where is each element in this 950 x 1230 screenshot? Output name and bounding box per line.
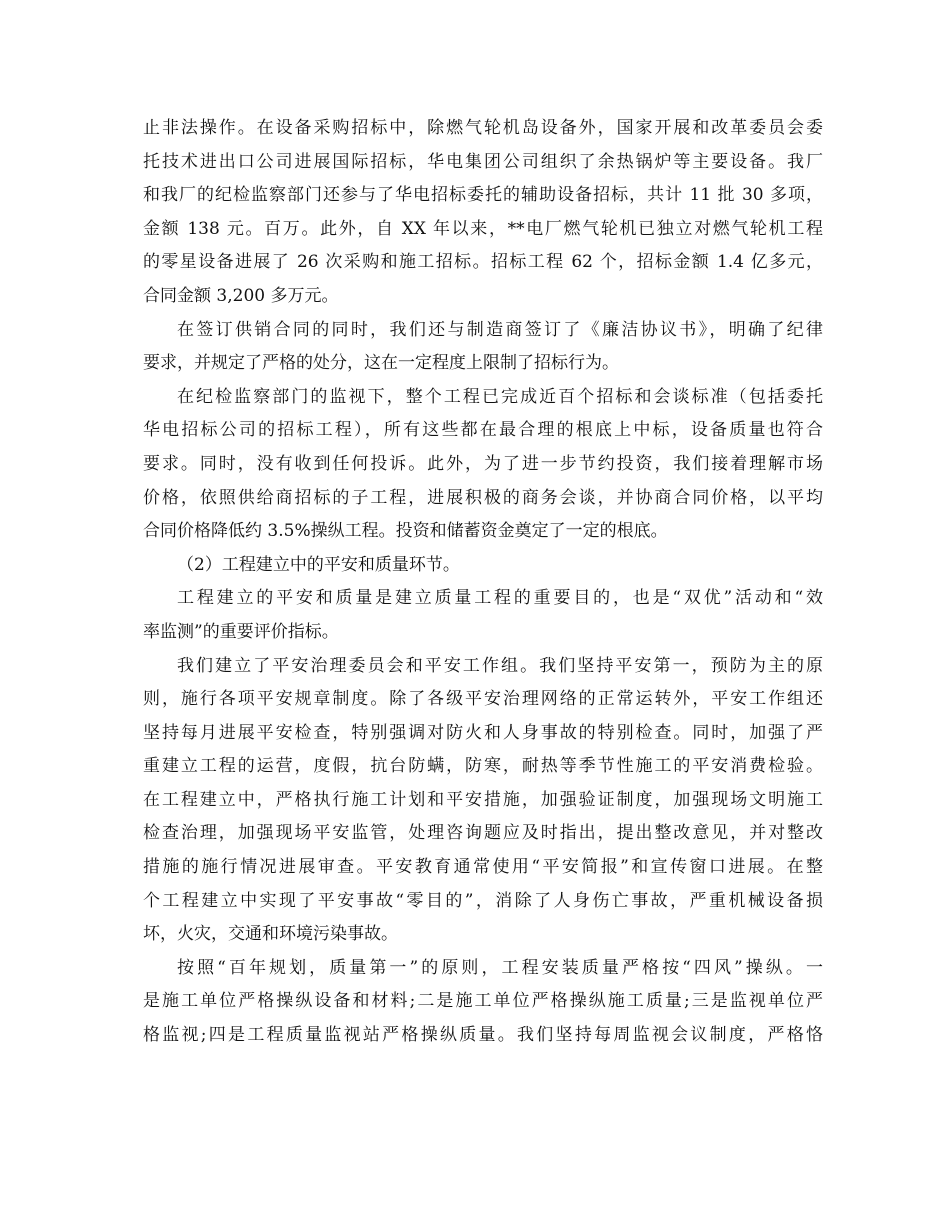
text-line: 格监视;四是工程质量监视站严格操纵质量。我们坚持每周监视会议制度，严格恪 [143, 1025, 823, 1046]
paragraph-first-line: 按照“百年规划，质量第一”的原则，工程安装质量严格按“四风”操纵。一 [177, 957, 823, 978]
text-line: 合同金额 3,200 多万元。 [143, 285, 339, 306]
text-line: 措施的施行情况进展审查。平安教育通常使用“平安简报”和宣传窗口进展。在整 [143, 857, 823, 878]
text-line: 要求，并规定了严格的处分，这在一定程度上限制了招标行为。 [143, 353, 619, 374]
text-line: 要求。同时，没有收到任何投诉。此外，为了进一步节约投资，我们接着理解市场 [143, 453, 823, 474]
section-heading: （2）工程建立中的平安和质量环节。 [177, 554, 460, 575]
text-line: 检查治理，加强现场平安监管，处理咨询题应及时指出，提出整改意见，并对整改 [143, 823, 823, 844]
text-line: 止非法操作。在设备采购招标中，除燃气轮机岛设备外，国家开展和改革委员会委 [143, 118, 823, 138]
text-line: 坏，火灾，交通和环境污染事故。 [143, 924, 398, 945]
document-body [143, 112, 823, 1053]
text-line: 是施工单位严格操纵设备和材料;二是施工单位严格操纵施工质量;三是监视单位严 [143, 991, 823, 1012]
text-line: 价格，依照供给商招标的子工程，进展积极的商务会谈，并协商合同价格，以平均 [143, 487, 823, 508]
text-line: 率监测”的重要评价指标。 [143, 621, 339, 642]
text-line: 托技术进出口公司进展国际招标，华电集团公司组织了余热锅炉等主要设备。我厂 [143, 151, 823, 172]
text-line: 华电招标公司的招标工程），所有这些都在最合理的根底上中标，设备质量也符合 [143, 420, 823, 441]
text-line: 在工程建立中，严格执行施工计划和平安措施，加强验证制度，加强现场文明施工 [143, 789, 823, 810]
paragraph-first-line: 在签订供销合同的同时，我们还与制造商签订了《廉洁协议书》，明确了纪律 [177, 319, 823, 340]
paragraph-first-line: 我们建立了平安治理委员会和平安工作组。我们坚持平安第一，预防为主的原 [177, 655, 823, 676]
text-line: 和我厂的纪检监察部门还参与了华电招标委托的辅助设备招标，共计 11 批 30 多项， [143, 185, 823, 206]
text-line: 的零星设备进展了 26 次采购和施工招标。招标工程 62 个，招标金额 1.4 亿多元， [143, 252, 823, 273]
text-line: 重建立工程的运营，度假，抗台防螨，防寒，耐热等季节性施工的平安消费检验。 [143, 756, 823, 777]
text-line: 金额 138 元。百万。此外，自 XX 年以来，**电厂燃气轮机已独立对燃气轮机工程 [143, 218, 823, 239]
paragraph-first-line: 在纪检监察部门的监视下，整个工程已完成近百个招标和会谈标准（包括委托 [177, 386, 823, 407]
text-line: 则，施行各项平安规章制度。除了各级平安治理网络的正常运转外，平安工作组还 [143, 689, 823, 710]
text-line: 个工程建立中实现了平安事故“零目的”，消除了人身伤亡事故，严重机械设备损 [143, 890, 823, 911]
text-line: 合同价格降低约 3.5%操纵工程。投资和储蓄资金奠定了一定的根底。 [143, 521, 668, 542]
paragraph-first-line: 工程建立的平安和质量是建立质量工程的重要目的，也是“双优”活动和“效 [177, 588, 823, 609]
text-line: 坚持每月进展平安检查，特别强调对防火和人身事故的特别检查。同时，加强了严 [143, 722, 823, 743]
